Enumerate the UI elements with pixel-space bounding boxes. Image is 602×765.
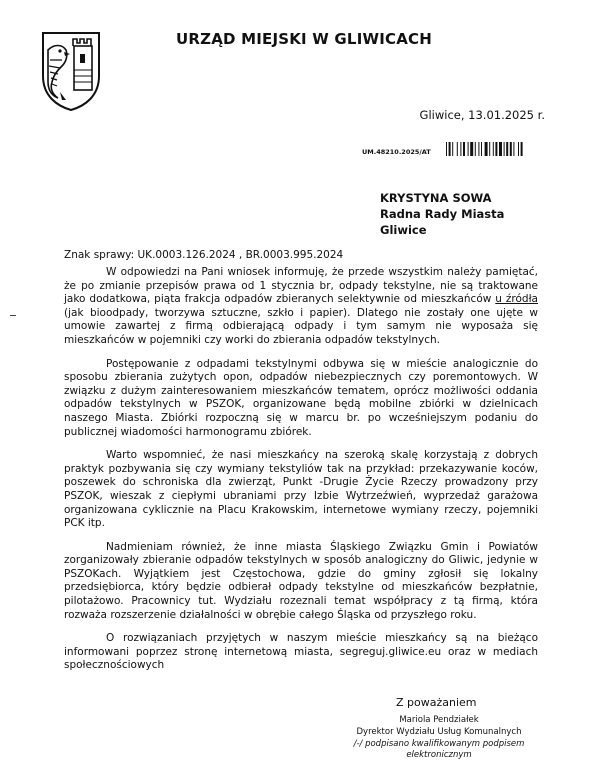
barcode-bar	[521, 142, 523, 156]
paragraph-2: Postępowanie z odpadami tekstylnymi odbywa się w mieście analogicznie do sposobu zbierania zużytych opon, odpadów niebezpiecznych czy poremontowych. W związku z dużym zainteresowaniem mieszkańców tematem, oprócz możliwości oddania odpadów tekstylnych w PSZOK, organizowane będą mobilne zbiórki w dzielnicach naszego Miasta. Zbiórki rozpoczną się w marcu br. po wcześniejszym podaniu do publicznej wiadomości harmonogramu zbiórek.	[64, 357, 538, 438]
gliwice-coat-of-arms-icon	[40, 30, 102, 112]
barcode-bar	[518, 142, 519, 156]
barcode-bar	[449, 142, 451, 156]
closing-greeting: Z poważaniem	[396, 696, 477, 709]
paragraph-1: W odpowiedzi na Pani wniosek informuję, że przede wszystkim należy pamiętać, że po zmianie przepisów prawa od 1 stycznia br, odpady tekstylne, nie są traktowane jako dodatkowa, piąta frakcja odpadów zbieranych selektywnie od mieszkańców u źródła (jak bioodpady, tworzywa sztuczne, szkło i papier). Dlatego nie zostały one ujęte w umowie zawartej z firmą odbierającą odpady i tym samym nie wyposaża się mieszkańców w pojemniki czy worki do zbierania odpadów tekstylnych.	[64, 266, 538, 346]
barcode-bar	[463, 142, 465, 156]
barcode-bar	[481, 142, 482, 156]
paragraph-3: Warto wspomnieć, że nasi mieszkańcy na szeroką skalę korzystają z dobrych praktyk pozbywania się czy wymiany tekstyliów tak na przykład: przekazywanie koców, poszewek do schroniska dla zwierząt, Punkt -Drugie Życie Rzeczy prowadzony przy PSZOK, wieszak z ciepłymi ubraniami przy Izbie Wytrzeźwień, wyprzedaż garażowa organizowana cyklicznie na Placu Krakowskim, internetowe wymiany rzeczy, pojemniki PCK itp.	[64, 449, 538, 530]
barcode-bar	[506, 142, 508, 156]
signatory-name: Mariola Pendziałek	[399, 715, 479, 725]
barcode-bar	[452, 142, 453, 156]
barcode-bar	[499, 142, 502, 156]
paragraph-5: O rozwiązaniach przyjętych w naszym mieście mieszkańcy są na bieżąco informowani poprzez stronę internetową miasta, segreguj.gliwice.eu oraz w mediach społecznościowych	[64, 632, 538, 672]
barcode-bar	[470, 142, 473, 156]
date-line: Gliwice, 13.01.2025 r.	[419, 108, 545, 122]
signatory-title: Dyrektor Wydziału Usług Komunalnych	[356, 726, 522, 737]
barcode-bar	[493, 142, 494, 156]
signature-note-cont: elektronicznym	[406, 750, 472, 761]
recipient-city: Gliwice	[380, 223, 427, 237]
recipient-name: KRYSTYNA SOWA	[380, 191, 492, 205]
barcode-bar	[446, 142, 447, 156]
signatory-block	[320, 715, 558, 762]
margin-mark	[10, 315, 16, 316]
organization-name: URZĄD MIEJSKI W GLIWICACH	[176, 30, 432, 48]
barcode-bar	[495, 142, 497, 156]
barcode-bar	[504, 142, 505, 156]
barcode-bar	[475, 142, 476, 156]
barcode-bar	[457, 142, 458, 156]
recipient-title: Radna Rady Miasta	[380, 207, 505, 221]
barcode-bar	[468, 142, 469, 156]
recipient-block	[380, 190, 504, 238]
barcode-bar	[460, 142, 461, 156]
case-reference: Znak sprawy: UK.0003.126.2024 , BR.0003.995.2024	[64, 249, 344, 261]
barcode-bar	[485, 142, 488, 156]
barcode	[446, 142, 554, 156]
barcode-bar	[489, 142, 490, 156]
reference-number: UM.48210.2025/AT	[362, 148, 431, 156]
barcode-bar	[510, 142, 512, 156]
barcode-bar	[478, 142, 479, 156]
letter-body	[64, 266, 538, 683]
barcode-bar	[513, 142, 514, 156]
paragraph-4: Nadmieniam również, że inne miasta Śląskiego Związku Gmin i Powiatów zorganizowały zbieranie odpadów tekstylnych w sposób analogiczny do Gliwic, jedynie w PSZOKach. Wyjątkiem jest Częstochowa, gdzie do gminy zgłosił się lokalny przedsiębiorca, który będzie odbierał odpady tekstylne od mieszkańców bezpłatnie, pilotażowo. Pracownicy tut. Wydziału rozeznali temat współpracy z tą firmą, która rozważa rozszerzenie działalności w obrębie całego Śląska od przyszłego roku.	[64, 540, 538, 621]
signature-note: /-/ podpisano kwalifikowanym podpisem	[353, 738, 525, 749]
underlined-phrase: u źródła	[495, 293, 538, 306]
